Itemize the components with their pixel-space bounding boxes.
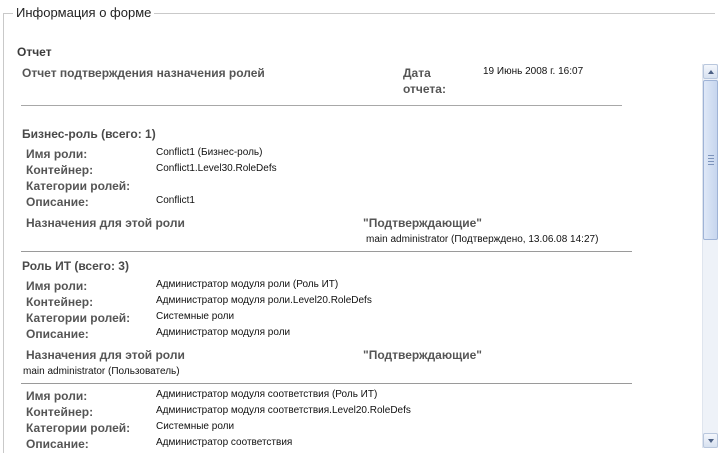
business-roles-heading: Бизнес-роль (всего: 1) xyxy=(22,127,156,141)
container-label: Контейнер: xyxy=(26,163,94,177)
container-label: Контейнер: xyxy=(26,405,94,419)
arrow-down-icon xyxy=(708,439,714,443)
role-name-label: Имя роли: xyxy=(26,147,88,161)
role-name-label: Имя роли: xyxy=(26,389,88,403)
arrow-up-icon xyxy=(708,70,714,74)
grip-line xyxy=(708,161,714,162)
report-date-label-2: отчета: xyxy=(403,82,446,96)
divider xyxy=(21,105,622,106)
report-scroll-area[interactable] xyxy=(0,62,702,448)
categories-value: Системные роли xyxy=(156,421,235,432)
it-roles-heading: Роль ИТ (всего: 3) xyxy=(22,259,129,273)
description-value: Администратор соответствия xyxy=(156,437,293,448)
report-name: Отчет подтверждения назначения ролей xyxy=(22,66,265,80)
container-value: Conflict1.Level30.RoleDefs xyxy=(156,163,277,174)
form-info-legend: Информация о форме xyxy=(13,5,154,20)
vertical-scrollbar[interactable] xyxy=(702,64,718,448)
categories-label: Категории ролей: xyxy=(26,311,131,325)
grip-line xyxy=(708,158,714,159)
role-name-value: Conflict1 (Бизнес-роль) xyxy=(156,147,263,158)
approvers-label: "Подтверждающие" xyxy=(363,216,482,230)
container-value: Администратор модуля соответствия.Level20.RoleDefs xyxy=(156,405,411,416)
assignment-value: main administrator (Пользователь) xyxy=(23,366,180,377)
scroll-up-button[interactable] xyxy=(703,64,718,79)
categories-value: Системные роли xyxy=(156,311,235,322)
assignments-label: Назначения для этой роли xyxy=(26,216,185,230)
categories-label: Категории ролей: xyxy=(26,179,131,193)
divider xyxy=(21,251,632,252)
categories-label: Категории ролей: xyxy=(26,421,131,435)
report-title: Отчет xyxy=(17,45,52,59)
report-date-value: 19 Июнь 2008 г. 16:07 xyxy=(483,66,584,77)
container-label: Контейнер: xyxy=(26,295,94,309)
grip-line xyxy=(708,155,714,156)
scroll-down-button[interactable] xyxy=(703,433,718,448)
approver-value: main administrator (Подтверждено, 13.06.08 14:27) xyxy=(366,234,599,245)
approvers-label: "Подтверждающие" xyxy=(363,348,482,362)
grip-line xyxy=(708,164,714,165)
role-name-value: Администратор модуля соответствия (Роль ИТ) xyxy=(156,389,378,400)
report-date-label-1: Дата xyxy=(403,66,431,80)
container-value: Администратор модуля роли.Level20.RoleDefs xyxy=(156,295,372,306)
description-label: Описание: xyxy=(26,327,89,341)
scrollbar-thumb[interactable] xyxy=(703,80,718,240)
description-label: Описание: xyxy=(26,437,89,448)
assignments-label: Назначения для этой роли xyxy=(26,348,185,362)
role-name-label: Имя роли: xyxy=(26,279,88,293)
description-label: Описание: xyxy=(26,195,89,209)
divider xyxy=(21,383,632,384)
description-value: Администратор модуля роли xyxy=(156,327,291,338)
role-name-value: Администратор модуля роли (Роль ИТ) xyxy=(156,279,339,290)
description-value: Conflict1 xyxy=(156,195,195,206)
